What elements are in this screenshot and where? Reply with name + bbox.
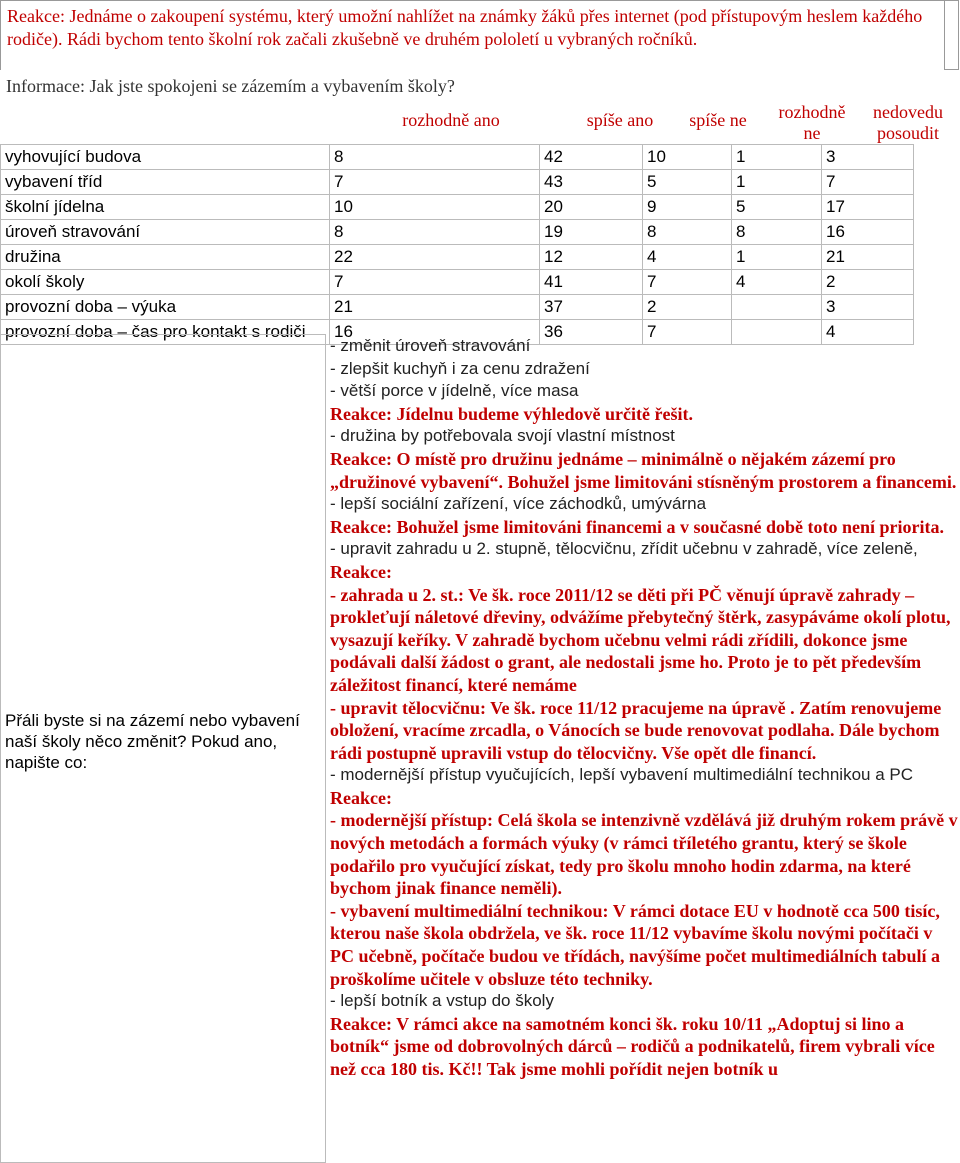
cell-value: 41 [540,270,643,295]
cell-value: 7 [822,170,914,195]
table-row [1,220,914,245]
cell-value: 8 [330,145,540,170]
cell-value: 42 [540,145,643,170]
cell-value [732,295,822,320]
cell-value: 21 [822,245,914,270]
cell-value: 16 [330,320,540,345]
row-label: provozní doba – výuka [1,295,330,320]
cell-value: 4 [732,270,822,295]
cell-value: 8 [732,220,822,245]
parent-comment: - modernější přístup vyučujících, lepší vybavení multimediální technikou a PC [330,765,913,785]
cell-value: 7 [643,320,732,345]
cell-value: 21 [330,295,540,320]
cell-value: 7 [330,270,540,295]
cell-value: 1 [732,145,822,170]
row-label: družina [1,245,330,270]
open-question: Přáli byste si na zázemí nebo vybavení naší školy něco změnit? Pokud ano, napište co: [5,711,300,772]
column-header-spise-ano: spíše ano [586,110,654,130]
parent-comment: - upravit zahradu u 2. stupně, tělocvičnu, zřídit učebnu v zahradě, více zeleně, [330,539,918,559]
row-label: okolí školy [1,270,330,295]
table-row [1,145,914,170]
column-header-rozhodne-ne: rozhodně ne [778,102,846,143]
header-side-cell [944,0,959,70]
school-reaction: Reakce: Bohužel jsme limitováni financemi a v současné době toto není priorita. [330,516,944,537]
header-reaction: Reakce: Jednáme o zakoupení systému, který umožní nahlížet na známky žáků přes internet (pod přístupovým heslem každého rodiče). Rádi bychom tento školní rok začali zkušebně ve druhém pololetí u vybraných ročníků. [0,0,944,70]
cell-value: 16 [822,220,914,245]
cell-value: 20 [540,195,643,220]
cell-value: 10 [330,195,540,220]
parent-comment: - větší porce v jídelně, více masa [330,381,579,401]
cell-value: 9 [643,195,732,220]
cell-value: 7 [643,270,732,295]
table-row [1,270,914,295]
table-row [1,295,914,320]
cell-value: 17 [822,195,914,220]
parent-comment: - lepší sociální zařízení, více záchodků, umývárna [330,494,707,514]
cell-value: 8 [643,220,732,245]
cell-value: 8 [330,220,540,245]
cell-value: 2 [822,270,914,295]
table-row [1,170,914,195]
cell-value: 19 [540,220,643,245]
cell-value: 37 [540,295,643,320]
question-info: Informace: Jak jste spokojeni se zázemím a vybavením školy? [6,76,455,96]
cell-value: 12 [540,245,643,270]
cell-value: 1 [732,245,822,270]
cell-value: 4 [822,320,914,345]
row-label: vyhovující budova [1,145,330,170]
parent-comment: - zlepšit kuchyň i za cenu zdražení [330,358,590,378]
cell-value: 2 [643,295,732,320]
table-row [1,245,914,270]
cell-value: 1 [732,170,822,195]
table-row [1,195,914,220]
responses-block [330,335,960,1081]
parent-comment: - družina by potřebovala svojí vlastní místnost [330,426,675,446]
cell-value: 3 [822,145,914,170]
cell-value: 10 [643,145,732,170]
column-header-rozhodne-ano: rozhodně ano [402,110,500,130]
school-reaction: Reakce: Jídelnu budeme výhledově určitě řešit. [330,403,693,424]
school-reaction: - upravit tělocvičnu: Ve šk. roce 11/12 pracujeme na úpravě . Zatím renovujeme obložení, vracíme zrcadla, o Vánocích se bude renovovat podlaha. Dále bychom rádi postupně upravili vstup do tělocvičny. Vše opět dle financí. [330,697,942,763]
survey-table [0,144,914,345]
school-reaction: - modernější přístup: Celá škola se intenzivně vzdělává již druhým rokem právě v nových metodách a formách výuky (v rámci tříletého grantu, který se škole podařilo pro vyučující získat, tedy pro školu mnoho hodin zdarma, na které bychom jinak finance neměli). [330,810,958,899]
school-reaction: Reakce: V rámci akce na samotném konci šk. roku 10/11 „Adoptuj si lino a botník“ jsme od dobrovolných dárců – rodičů a podnikatelů, firem vybrali více než cca 180 tis. Kč!! Tak jsme mohli pořídit nejen botník u [330,1013,935,1079]
row-label: školní jídelna [1,195,330,220]
row-label: vybavení tříd [1,170,330,195]
row-label: provozní doba – čas pro kontakt s rodiči [1,320,330,345]
school-reaction: - zahrada u 2. st.: Ve šk. roce 2011/12 se děti při PČ věnují úpravě zahrady – prokleťují náletové dřeviny, odvážíme přebytečný štěrk, zasypáváme okolí plotu, vysazují keříky. V zahradě bychom učebnu velmi rádi zřídili, dokonce jsme podávali další žádost o grant, ale nedostali jsme ho. Proto je to pět především záležitost financí, které nemáme [330,584,951,695]
cell-value: 4 [643,245,732,270]
school-reaction: Reakce: O místě pro družinu jednáme – minimálně o nějakém zázemí pro „družinové vybavení“. Bohužel jsme limitováni stísněným prostorem a financemi. [330,448,957,492]
parent-comment: - změnit úroveň stravování [330,336,531,355]
column-header-spise-ne: spíše ne [689,110,747,130]
row-label: úroveň stravování [1,220,330,245]
cell-value: 3 [822,295,914,320]
school-reaction: - vybavení multimediální technikou: V rámci dotace EU v hodnotě cca 500 tisíc, kterou naše škola obdržela, ve šk. roce 11/12 vybavíme školu novými počítači v PC učebně, počítače budou ve třídách, navýšíme počet multimediálních tabulí a proškolíme učitele v obsluze této techniky. [330,900,941,989]
column-header-nedovedu-posoudit: nedovedu posoudit [873,102,943,143]
cell-value: 43 [540,170,643,195]
cell-value: 7 [330,170,540,195]
parent-comment: - lepší botník a vstup do školy [330,991,554,1011]
school-reaction: Reakce: [330,561,392,582]
school-reaction: Reakce: [330,787,392,808]
cell-value: 5 [643,170,732,195]
cell-value: 22 [330,245,540,270]
cell-value: 36 [540,320,643,345]
cell-value: 5 [732,195,822,220]
